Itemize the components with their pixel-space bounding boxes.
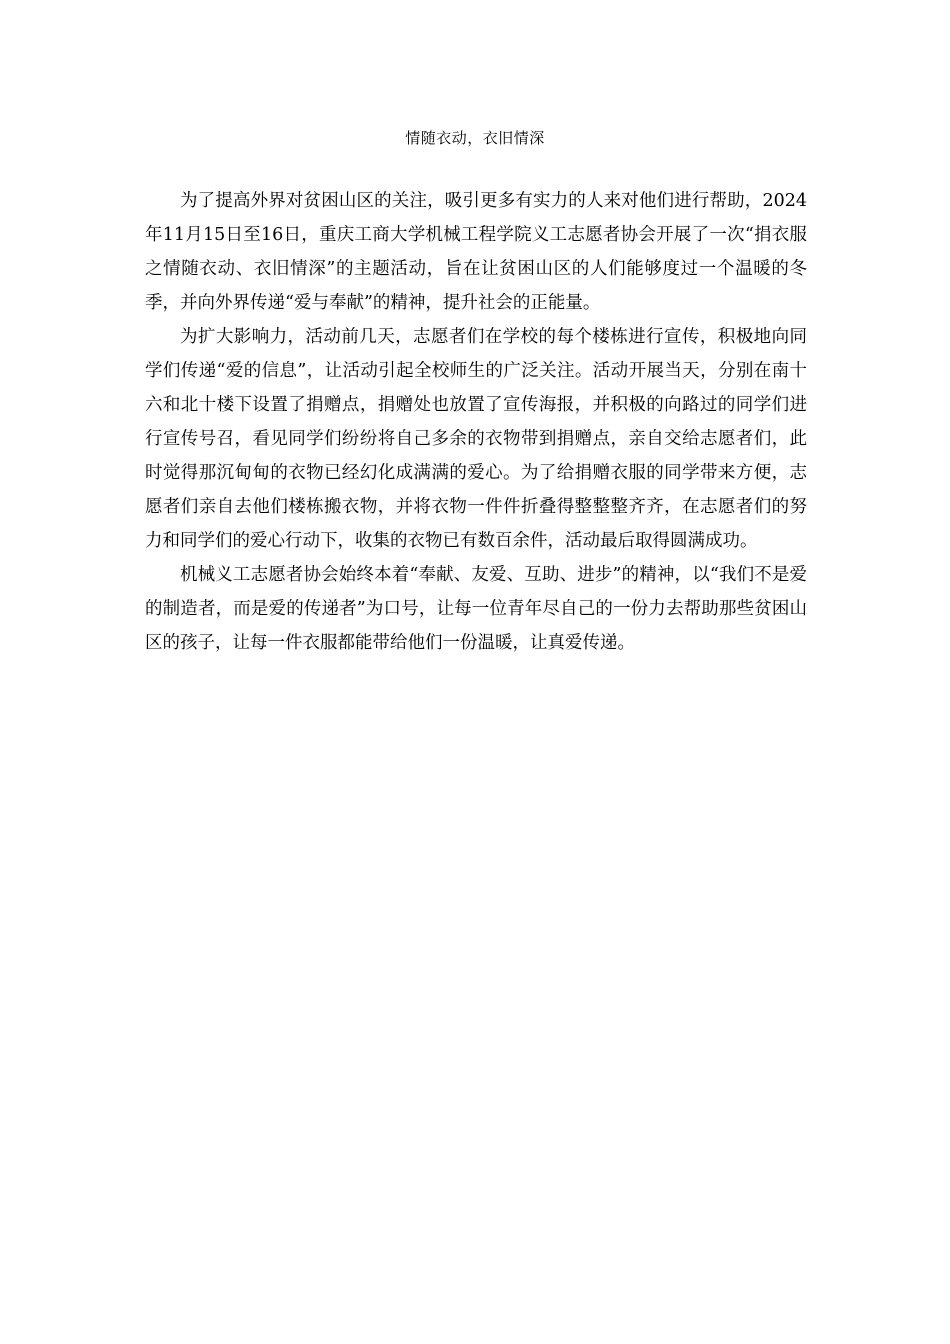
paragraph-intro: 为了提高外界对贫困山区的关注，吸引更多有实力的人来对他们进行帮助，2024年11月15日至16日，重庆工商大学机械工程学院义工志愿者协会开展了一次“捐衣服之情随衣动、衣旧情深”的主题活动，旨在让贫困山区的人们能够度过一个温暖的冬季，并向外界传递“爱与奉献”的精神，提升社会的正能量。 xyxy=(145,191,807,313)
paragraph-activity: 为扩大影响力，活动前几天，志愿者们在学校的每个楼栋进行宣传，积极地向同学们传递“爱的信息”，让活动引起全校师生的广泛关注。活动开展当天，分别在南十六和北十楼下设置了捐赠点，捐赠处也放置了宣传海报，并积极的向路过的同学们进行宣传号召，看见同学们纷纷将自己多余的衣物带到捐赠点，亲自交给志愿者们，此时觉得那沉甸甸的衣物已经幻化成满满的爱心。为了给捐赠衣服的同学带来方便，志愿者们亲自去他们楼栋搬衣物，并将衣物一件件折叠得整整整齐齐，在志愿者们的努力和同学们的爱心行动下，收集的衣物已有数百余件，活动最后取得圆满成功。 xyxy=(145,327,807,551)
paragraph-conclusion: 机械义工志愿者协会始终本着“奉献、友爱、互助、进步”的精神，以“我们不是爱的制造者，而是爱的传递者”为口号，让每一位青年尽自己的一份力去帮助那些贫困山区的孩子，让每一件衣服都能带给他们一份温暖，让真爱传递。 xyxy=(145,565,807,653)
document-title: 情随衣动，衣旧情深 xyxy=(405,129,545,147)
document-body xyxy=(145,184,807,660)
